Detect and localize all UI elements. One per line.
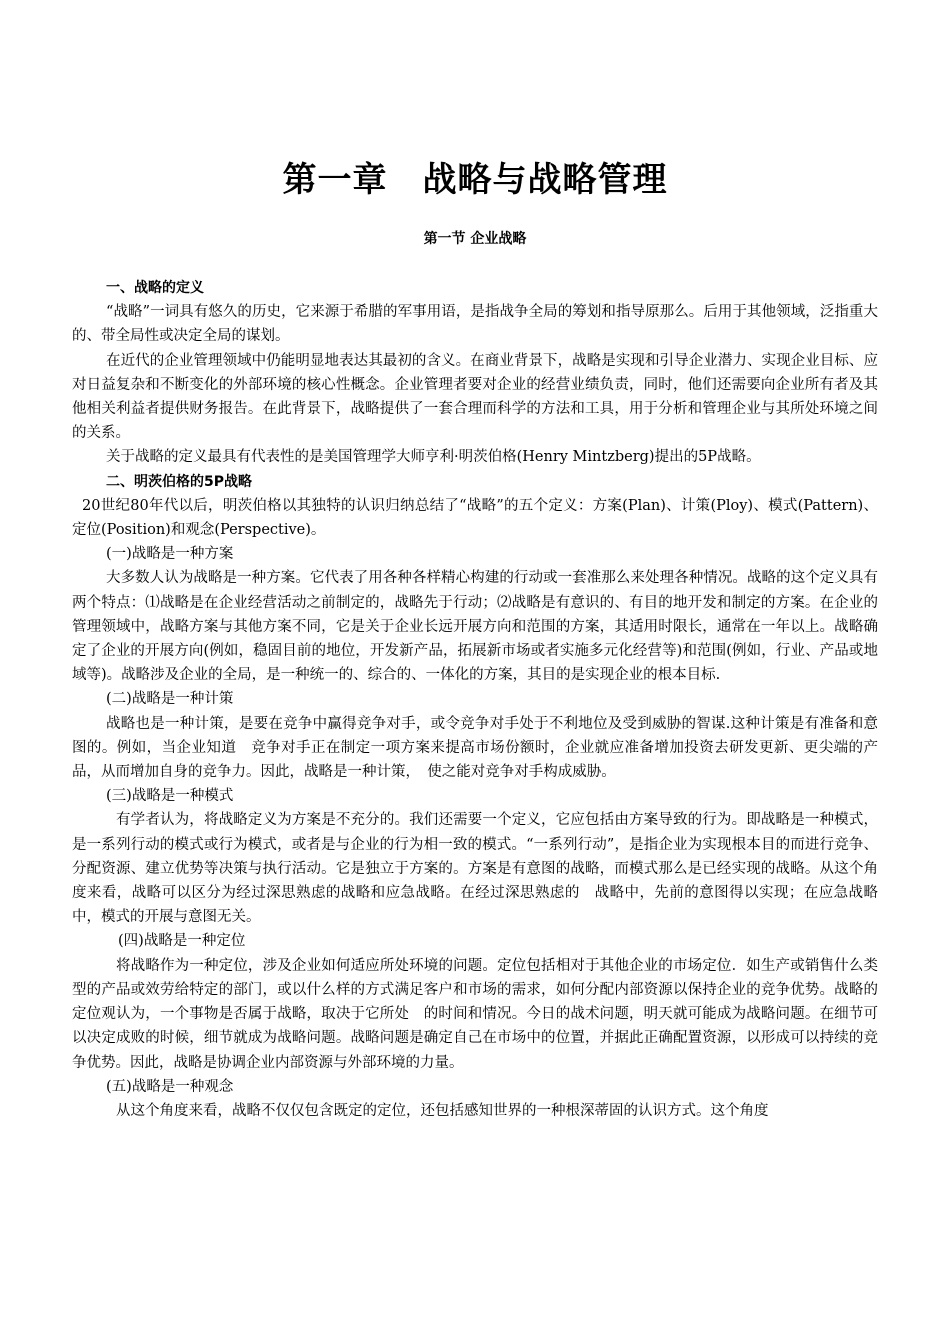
paragraph: 将战略作为一种定位，涉及企业如何适应所处环境的问题。定位包括相对于其他企业的市场定位．如生产或销售什么类型的产品或效劳给特定的部门，或以什么样的方式满足客户和市场的需求，如何分配内部资源以保持企业的竞争优势。战略的定位观认为，一个事物是否属于战略，取决于它所处 的时间和情况。今日的战术问题，明天就可能成为战略问题。在细节可以决定成败的时候，细节就成为战略问题。战略问题是确定自己在市场中的位置，并据此正确配置资源，以形成可以持续的竞争优势。因此，战略是协调企业内部资源与外部环境的力量。 (72, 957, 878, 1071)
paragraph: 大多数人认为战略是一种方案。它代表了用各种各样精心构建的行动或一套准那么来处理各种情况。战略的这个定义具有两个特点：⑴战略是在企业经营活动之前制定的，战略先于行动；⑵战略是有意识的、有目的地开发和制定的方案。在企业的管理领域中，战略方案与其他方案不同，它是关于企业长远开展方向和范围的方案，其适用时限长，通常在一年以上。战略确定了企业的开展方向(例如，稳固目前的地位，开发新产品，拓展新市场或者实施多元化经营等)和范围(例如，行业、产品或地域等)。战略涉及企业的全局，是一种统一的、综合的、一体化的方案，其目的是实现企业的根本目标. (72, 570, 878, 684)
paragraph: 战略也是一种计策，是要在竞争中赢得竞争对手，或令竞争对手处于不利地位及受到威胁的智谋.这种计策是有准备和意图的。例如，当企业知道 竞争对手正在制定一项方案来提高市场份额时，企业就应准备增加投资去研发更新、更尖端的产品，从而增加自身的竞争力。因此，战略是一种计策， 使之能对竞争对手构成威胁。 (72, 715, 878, 781)
chapter-title: 第一章 战略与战略管理 (282, 160, 668, 200)
paragraph: 从这个角度来看，战略不仅仅包含既定的定位，还包括感知世界的一种根深蒂固的认识方式。这个角度 (116, 1102, 769, 1119)
paragraph: 20世纪80年代以后，明茨伯格以其独特的认识归纳总结了“战略”的五个定义：方案(Plan)、计策(Ploy)、模式(Pattern)、定位(Position)和观念(Perspective)。 (72, 497, 878, 539)
paragraph: “战略”一词具有悠久的历史，它来源于希腊的军事用语，是指战争全局的筹划和指导原那么。后用于其他领域，泛指重大的、带全局性或决定全局的谋划。 (72, 304, 878, 345)
subheading-pattern: (三)战略是一种模式 (106, 788, 234, 805)
heading-definition: 一、战略的定义 (106, 280, 204, 296)
subheading-plan: (一)战略是一种方案 (106, 546, 234, 563)
heading-5p-strategy: 二、明茨伯格的5P战略 (106, 473, 253, 490)
paragraph: 在近代的企业管理领域中仍能明显地表达其最初的含义。在商业背景下，战略是实现和引导企业潜力、实现企业目标、应对日益复杂和不断变化的外部环境的核心性概念。企业管理者要对企业的经营业绩负责，同时，他们还需要向企业所有者及其他相关利益者提供财务报告。在此背景下，战略提供了一套合理而科学的方法和工具，用于分析和管理企业与其所处环境之间的关系。 (72, 352, 878, 442)
subheading-position: (四)战略是一种定位 (118, 933, 246, 950)
paragraph: 关于战略的定义最具有代表性的是美国管理学大师亨利·明茨伯格(Henry Mintzberg)提出的5P战略。 (106, 449, 761, 466)
subheading-ploy: (二)战略是一种计策 (106, 691, 234, 708)
paragraph: 有学者认为，将战略定义为方案是不充分的。我们还需要一个定义，它应包括由方案导致的行为。即战略是一种模式，是一系列行动的模式或行为模式，或者是与企业的行为相一致的模式。“一系列行动”，是指企业为实现根本目的而进行竞争、分配资源、建立优势等决策与执行活动。它是独立于方案的。方案是有意图的战略，而模式那么是已经实现的战略。从这个角度来看，战略可以区分为经过深思熟虑的战略和应急战略。在经过深思熟虑的 战略中，先前的意图得以实现；在应急战略中，模式的开展与意图无关。 (72, 812, 878, 926)
subheading-perspective: (五)战略是一种观念 (106, 1078, 234, 1095)
section-title: 第一节 企业战略 (423, 231, 527, 247)
document-body (72, 276, 878, 1123)
